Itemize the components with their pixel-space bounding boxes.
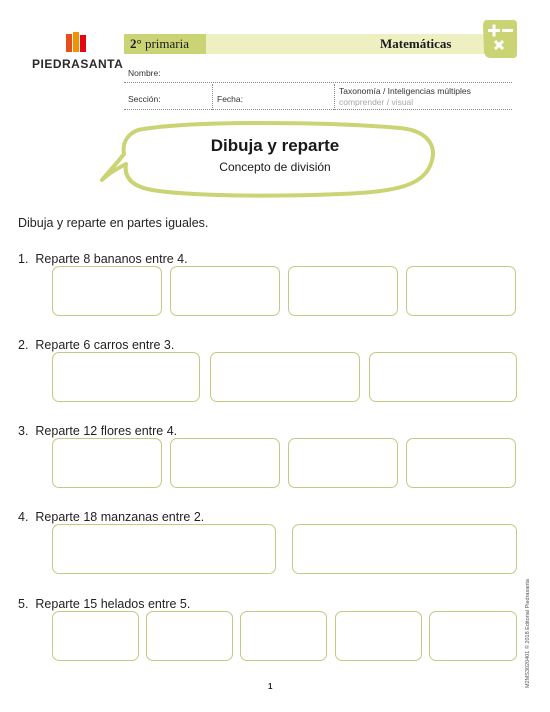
- brand-name: PIEDRASANTA: [32, 57, 124, 71]
- answer-box[interactable]: [146, 611, 233, 661]
- answer-box[interactable]: [429, 611, 517, 661]
- answer-box[interactable]: [52, 438, 162, 488]
- section-label: Sección:: [128, 94, 161, 104]
- piedrasanta-logo-icon: [64, 32, 88, 54]
- worksheet-subtitle: Concepto de división: [219, 160, 331, 174]
- instruction-text: Dibuja y reparte en partes iguales.: [18, 216, 209, 230]
- grade-level: primaria: [144, 36, 189, 51]
- field-divider: [212, 84, 213, 110]
- taxonomy-label: Taxonomía / Inteligencias múltiples: [339, 86, 471, 96]
- answer-box[interactable]: [210, 352, 360, 402]
- grade-number: 2°: [130, 36, 142, 51]
- answer-box[interactable]: [369, 352, 517, 402]
- answer-box[interactable]: [288, 266, 398, 316]
- answer-box[interactable]: [52, 524, 276, 574]
- math-operations-icon: [481, 18, 519, 60]
- question-text: Reparte 6 carros entre 3.: [35, 338, 175, 352]
- question-5: [18, 597, 190, 611]
- answer-box[interactable]: [292, 524, 517, 574]
- answer-box[interactable]: [170, 438, 280, 488]
- question-3: [18, 424, 177, 438]
- answer-box[interactable]: [335, 611, 422, 661]
- page-number: 1: [268, 682, 273, 691]
- question-1: [18, 252, 188, 266]
- field-divider: [334, 84, 335, 110]
- form-bottom-line: [124, 109, 512, 110]
- question-text: Reparte 8 bananos entre 4.: [35, 252, 188, 266]
- question-4: [18, 510, 204, 524]
- answer-box[interactable]: [170, 266, 280, 316]
- title-frame: [100, 118, 440, 200]
- answer-box[interactable]: [52, 611, 139, 661]
- question-text: Reparte 12 flores entre 4.: [35, 424, 178, 438]
- subject-title: Matemáticas: [380, 36, 452, 51]
- taxonomy-value: comprender / visual: [339, 97, 414, 107]
- question-number: 4.: [18, 510, 29, 524]
- answer-box[interactable]: [52, 352, 200, 402]
- question-number: 1.: [18, 252, 29, 266]
- worksheet-title: Dibuja y reparte: [210, 136, 340, 155]
- question-number: 3.: [18, 424, 29, 438]
- date-label: Fecha:: [217, 94, 243, 104]
- side-credit: M2MS3020401 © 2018 Editorial Piedrasanta: [525, 579, 531, 688]
- answer-box[interactable]: [52, 266, 162, 316]
- question-number: 5.: [18, 597, 29, 611]
- answer-box[interactable]: [288, 438, 398, 488]
- question-text: Reparte 15 helados entre 5.: [35, 597, 191, 611]
- answer-box[interactable]: [406, 438, 516, 488]
- grade-label: [130, 36, 189, 52]
- question-2: [18, 338, 174, 352]
- question-number: 2.: [18, 338, 29, 352]
- name-field-line[interactable]: [124, 82, 512, 83]
- question-text: Reparte 18 manzanas entre 2.: [35, 510, 205, 524]
- answer-box[interactable]: [406, 266, 516, 316]
- answer-box[interactable]: [240, 611, 327, 661]
- name-label: Nombre:: [128, 68, 161, 78]
